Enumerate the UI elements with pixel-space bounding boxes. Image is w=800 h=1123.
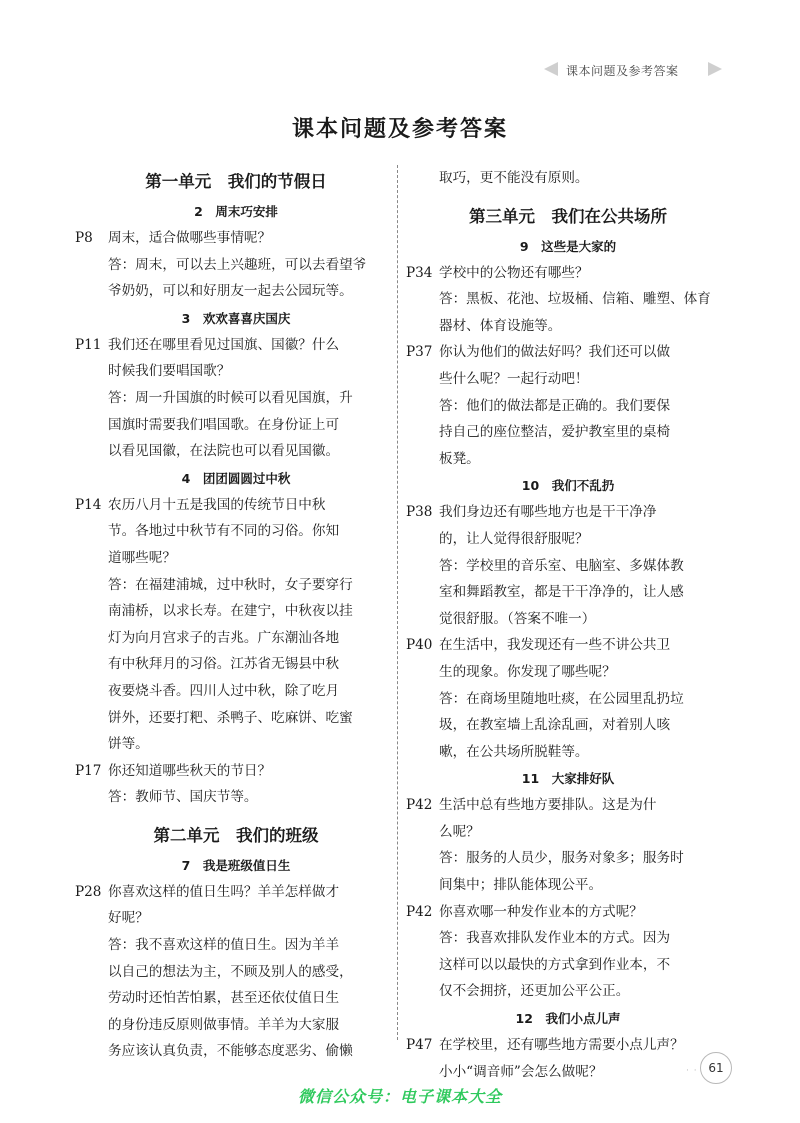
- question-line: 么呢？: [439, 823, 480, 840]
- question-line: 些什么呢？一起行动吧！: [439, 370, 589, 387]
- question-line: 生活中总有些地方要排队。这是为什: [439, 797, 657, 814]
- qa-item: [75, 758, 397, 811]
- page-reference: P17: [75, 762, 102, 779]
- question-line: 我们身边还有哪些地方也是干干净净: [439, 504, 657, 521]
- qa-item: [406, 792, 730, 898]
- answer-line: 持自己的座位整洁，爱护教室里的桌椅: [439, 424, 671, 441]
- question-line: 你喜欢哪一种发作业本的方式呢？: [439, 903, 643, 920]
- badge-decoration: · ·: [686, 1066, 698, 1076]
- answer-line: 答：在福建浦城，过中秋时，女子要穿行: [108, 576, 353, 593]
- lesson-heading: 4 团团圆圆过中秋: [181, 470, 291, 486]
- header-left-triangle: [544, 62, 558, 76]
- question-line: 在生活中，我发现还有一些不讲公共卫: [439, 637, 671, 654]
- answer-line: 仅不会拥挤，还更加公平公正。: [439, 983, 630, 1000]
- page-title: 课本问题及参考答案: [291, 116, 508, 142]
- question-line: 你喜欢这样的值日生吗？羊羊怎样做才: [108, 883, 340, 900]
- page-reference: P47: [406, 1037, 433, 1054]
- header-right-triangle: [708, 62, 722, 76]
- page-reference: P14: [75, 496, 102, 513]
- answer-line: 答：他们的做法都是正确的。我们要保: [439, 397, 671, 414]
- page-reference: P40: [406, 637, 433, 654]
- question-line: 节。各地过中秋节有不同的习俗。你知: [108, 523, 340, 540]
- lesson-heading: 2 周末巧安排: [194, 204, 278, 219]
- answer-line: 有中秋拜月的习俗。江苏省无锡县中秋: [108, 656, 340, 673]
- qa-item: [75, 492, 397, 758]
- qa-item: [406, 260, 730, 340]
- answer-line: 板凳。: [439, 450, 480, 467]
- answer-line: 答：教师节、国庆节等。: [108, 789, 258, 806]
- answer-line: 答：周末，可以去上兴趣班，可以去看望爷: [108, 256, 367, 273]
- answer-line: 答：在商场里随地吐痰，在公园里乱扔垃: [439, 690, 684, 707]
- qa-item: [406, 1032, 730, 1085]
- answer-line: 答：服务的人员少，服务对象多；服务时: [439, 850, 684, 867]
- answer-line: 饼外，还要打粑、杀鸭子、吃麻饼、吃蜜: [108, 709, 353, 726]
- page-reference: P42: [406, 903, 433, 920]
- question-line: 生的现象。你发现了哪些呢？: [439, 663, 616, 680]
- question-line: 好呢？: [108, 910, 149, 927]
- unit-heading: 第一单元 我们的节假日: [145, 172, 327, 191]
- answer-line: 器材、体育设施等。: [439, 317, 562, 334]
- answer-line: 室和舞蹈教室，都是干干净净的，让人感: [439, 584, 684, 601]
- answer-line: 爷奶奶，可以和好朋友一起去公园玩等。: [108, 283, 353, 300]
- page-reference: P8: [75, 230, 93, 246]
- answer-line: 答：学校里的音乐室、电脑室、多媒体教: [439, 557, 684, 574]
- answer-line: 灯为向月宫求子的吉兆。广东潮汕各地: [108, 629, 340, 646]
- answer-line: 觉很舒服。（答案不唯一）: [439, 610, 596, 627]
- left-column: [75, 165, 397, 1065]
- qa-item: [406, 499, 730, 632]
- running-header: 课本问题及参考答案: [566, 64, 679, 78]
- question-line: 你认为他们的做法好吗？我们还可以做: [439, 344, 671, 361]
- question-line: 周末，适合做哪些事情呢？: [108, 230, 272, 246]
- page-reference-empty: [406, 165, 439, 192]
- page-reference: P34: [406, 264, 433, 281]
- question-line: 学校中的公物还有哪些？: [439, 264, 589, 281]
- question-line: 道哪些呢？: [108, 549, 176, 566]
- answer-line: 以自己的想法为主，不顾及别人的感受，: [108, 963, 353, 980]
- page-reference: P11: [75, 336, 102, 353]
- question-line: 我们还在哪里看见过国旗、国徽？什么: [108, 336, 340, 353]
- lesson-heading: 10 我们不乱扔: [521, 478, 615, 494]
- qa-item: [75, 879, 397, 1065]
- qa-item: [75, 225, 397, 305]
- question-line: 时候我们要唱国歌？: [108, 363, 231, 380]
- lesson-heading: 9 这些是大家的: [519, 238, 617, 254]
- lesson-heading: 12 我们小点儿声: [515, 1011, 621, 1027]
- qa-item: [406, 339, 730, 472]
- qa-continuation: [406, 165, 730, 192]
- answer-line: 南浦桥，以求长寿。在建宁，中秋夜以挂: [108, 603, 353, 620]
- page-reference: P28: [75, 883, 102, 900]
- answer-line: 间集中；排队能体现公平。: [439, 877, 603, 894]
- answer-line: 答：黑板、花池、垃圾桶、信箱、雕塑、体育: [439, 291, 711, 308]
- answer-line: 务应该认真负责，不能够态度恶劣、偷懒: [108, 1043, 353, 1060]
- answer-line: 这样可以以最快的方式拿到作业本，不: [439, 956, 671, 973]
- qa-item: [75, 332, 397, 465]
- answer-line: 答：周一升国旗的时候可以看见国旗，升: [108, 389, 353, 406]
- answer-line: 国旗时需要我们唱国歌。在身份证上可: [108, 416, 340, 433]
- lesson-heading: 11 大家排好队: [521, 771, 615, 787]
- page-reference: P42: [406, 797, 433, 814]
- right-column: [406, 165, 730, 1085]
- watermark-text: 微信公众号：电子课本大全: [297, 1087, 502, 1106]
- answer-line: 答：我喜欢排队发作业本的方式。因为: [439, 930, 671, 947]
- qa-item: [406, 632, 730, 765]
- question-line: 的，让人觉得很舒服呢？: [439, 530, 589, 547]
- qa-item: [406, 899, 730, 1005]
- page-number: 61: [700, 1052, 732, 1084]
- page-reference: P37: [406, 344, 433, 361]
- answer-line: 取巧，更不能没有原则。: [439, 170, 589, 186]
- answer-line: 夜要烧斗香。四川人过中秋，除了吃月: [108, 682, 340, 699]
- lesson-heading: 3 欢欢喜喜庆国庆: [181, 310, 291, 326]
- unit-heading: 第二单元 我们的班级: [153, 825, 319, 845]
- answer-line: 饼等。: [108, 736, 149, 753]
- answer-line: 的身份违反原则做事情。羊羊为大家服: [108, 1016, 340, 1033]
- answer-line: 嗽，在公共场所脱鞋等。: [439, 743, 589, 760]
- question-line: 小小“调音师”会怎么做呢？: [439, 1063, 603, 1080]
- page-reference: P38: [406, 504, 433, 521]
- column-divider: [397, 165, 398, 1040]
- answer-line: 圾，在教室墙上乱涂乱画，对着别人咳: [439, 717, 671, 734]
- answer-line: 劳动时还怕苦怕累，甚至还依仗值日生: [108, 990, 340, 1007]
- lesson-heading: 7 我是班级值日生: [181, 857, 291, 873]
- answer-line: 以看见国徽，在法院也可以看见国徽。: [108, 443, 340, 460]
- question-line: 农历八月十五是我国的传统节日中秋: [108, 496, 326, 513]
- answer-line: 答：我不喜欢这样的值日生。因为羊羊: [108, 937, 340, 954]
- unit-heading: 第三单元 我们在公共场所: [469, 206, 667, 226]
- question-line: 你还知道哪些秋天的节日？: [108, 762, 272, 779]
- question-line: 在学校里，还有哪些地方需要小点儿声？: [439, 1037, 684, 1054]
